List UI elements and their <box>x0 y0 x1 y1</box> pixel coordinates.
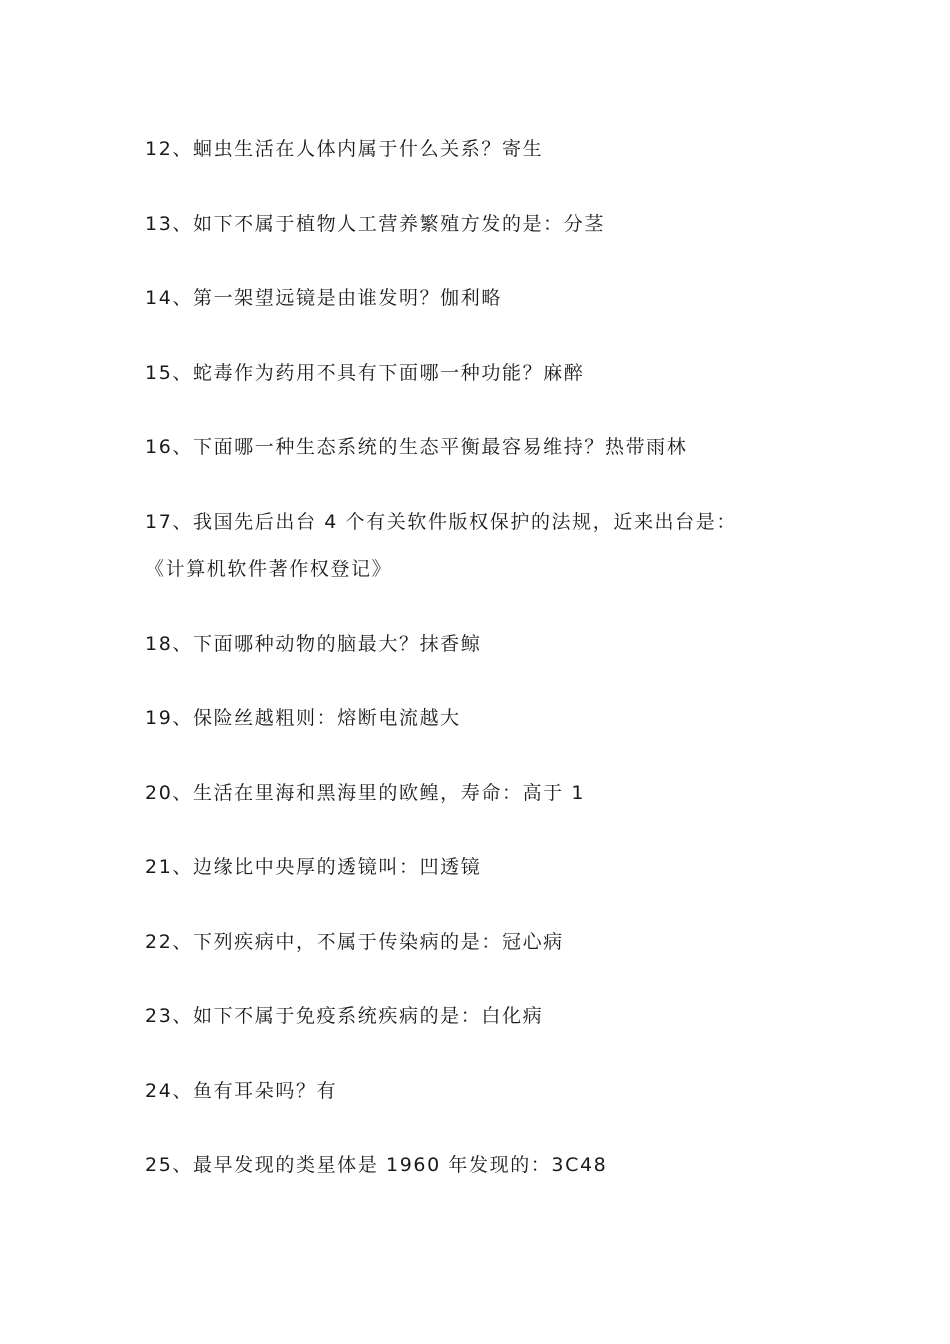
qa-item-15: 15、蛇毒作为药用不具有下面哪一种功能？麻醉 <box>145 361 585 384</box>
qa-item-24: 24、鱼有耳朵吗？有 <box>145 1079 338 1102</box>
qa-item-19: 19、保险丝越粗则：熔断电流越大 <box>145 707 461 729</box>
qa-list <box>145 133 805 1224</box>
qa-item-17-line-1: 17、我国先后出台 4 个有关软件版权保护的法规，近来出台是： <box>145 510 737 533</box>
qa-item-23: 23、如下不属于免疫系统疾病的是：白化病 <box>145 1005 544 1027</box>
qa-item-14: 14、第一架望远镜是由谁发明？伽利略 <box>145 287 502 309</box>
qa-item-18: 18、下面哪种动物的脑最大？抹香鲸 <box>145 632 482 655</box>
qa-item-20: 20、生活在里海和黑海里的欧鳇，寿命：高于 1 <box>145 781 586 804</box>
qa-item-12: 12、蛔虫生活在人体内属于什么关系？寄生 <box>145 138 544 160</box>
qa-item-22: 22、下列疾病中，不属于传染病的是：冠心病 <box>145 930 564 953</box>
qa-item-13: 13、如下不属于植物人工营养繁殖方发的是：分茎 <box>145 212 605 235</box>
qa-item-16: 16、下面哪一种生态系统的生态平衡最容易维持？热带雨林 <box>145 436 688 458</box>
qa-item-17 <box>145 506 805 586</box>
qa-item-21: 21、边缘比中央厚的透镜叫：凹透镜 <box>145 856 482 878</box>
qa-item-17-line-2: 《计算机软件著作权登记》 <box>145 558 393 580</box>
qa-item-25: 25、最早发现的类星体是 1960 年发现的：3C48 <box>145 1154 608 1176</box>
